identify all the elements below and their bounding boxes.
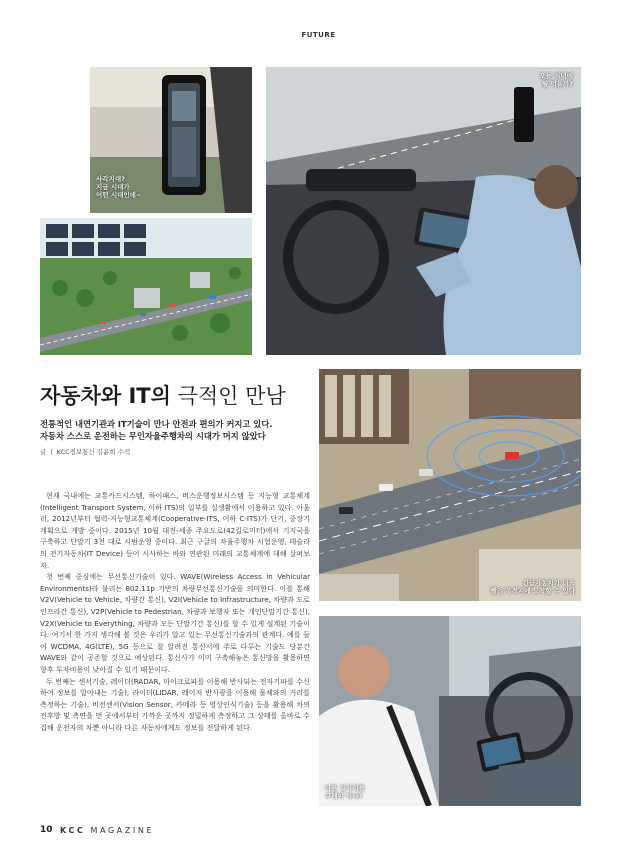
article-body xyxy=(40,490,310,733)
mirror-caption-line3: 어떤 시대인데~ xyxy=(96,191,142,199)
lead-line1: 전통적인 내연기관과 IT기술이 만나 안전과 편의가 커지고 있다. xyxy=(40,419,273,429)
aerial-caption-line1: 긴급자동차가 더욱 xyxy=(522,579,575,587)
mirror-caption-line2: 지금 시대가 xyxy=(96,183,130,191)
page-number: 10 xyxy=(40,825,53,835)
lead-line2: 자동차 스스로 운전하는 무인자율주행차의 시대가 머지 않았다 xyxy=(40,431,266,441)
cockpit-illustration xyxy=(266,67,581,355)
cockpit-caption-line1: 오늘 저녁에 xyxy=(539,72,573,80)
magazine-name xyxy=(60,826,154,835)
article-byline: 글 ㅣ KCC정보통신 김윤희 수석 xyxy=(40,448,131,456)
body-paragraph-1: 현재 국내에는 교통카드시스템, 하이패스, 버스운행정보시스템 등 지능형 교통체계(Intelligent Transport System, 이하 ITS)의 일부를 실생활에서 이용하고 있다. 아울러, 2012년부터 협력-지능형교통체계(Cooperative-ITS, 이하 C-ITS)가 단기, 중장기 계획으로 개발 중이다. 2015년 10월 대전-세종 주요도로(42킬로미터)에서 기지국을 구축하고 단말기 3천 대로 시범운영 중이다. 최근 구글의 자율주행차 시험운행, 테슬라의 전기자동차(IT Device) 등이 시사하는 바와 연관된 미래의 교통체계에 대해 살펴보자. xyxy=(40,491,310,570)
mirror-caption-line1: 사각지대? xyxy=(96,175,125,183)
article-title-light: 극적인 만남 xyxy=(170,384,286,408)
driver-tablet-photo xyxy=(319,616,581,806)
cockpit-caption-line2: 뭘 먹을까? xyxy=(541,80,573,88)
driver-illustration xyxy=(319,616,581,806)
article-title xyxy=(40,380,286,410)
body-paragraph-2: 첫 번째 중심에는 무선통신기술이 있다. WAVE(Wireless Access in Vehicular Environments)라 불리는 802.11p 기반의 차량무선통신기술을 의미한다. 이를 통해 V2V(Vehicle to Vehicle, 차량간 통신), V2I(Vehicle to Infrastructure, 차량과 도로인프라간 통신), V2P(Vehicle to Pedestrian, 차량과 보행자 또는 개인단말기간 통신), V2X(Vehicle to Everything, 차량과 모든 단말기간 통신)를 할 수 있게 설계된 기술이다. 여기서 한 가지 생각해 볼 것은 우리가 알고 있는 무선통신기술과의 관계다. 예를 들어 WCDMA, 4G(LTE), 5G 등으로 잘 알려진 통신서에 주로 다루는 기술도 당분간 WAVE와 같이 공존할 것으로 예상된다. 통신사가 이미 구축해놓은 통신망을 활용하면 향후 투자비용이 낮아질 수 있기 때문이다. xyxy=(40,572,310,674)
section-label: FUTURE xyxy=(301,31,336,39)
aerial-road-illustration xyxy=(319,369,581,601)
article-lead xyxy=(40,418,310,442)
aerial-road-photo xyxy=(319,369,581,601)
driver-caption-line1: 다른 일자리를 xyxy=(325,784,365,792)
aerial-caption-line2: 빨리 목적지에 도착할 수 있다 xyxy=(490,587,575,595)
body-paragraph-3: 두 번째는 센서기술, 레이더(RADAR, 마이크로파를 이용해 반사되는 전자기파를 수신하여 정보를 알아내는 기술), 라이더(LIDAR, 레이저 반사광을 이용해 물체와의 거리를 측정하는 기술), 비전센서(Vision Sensor, 카메라 등 영상인식기술) 등을 활용해 차의 전후방 및 측면을 먼 곳에서부터 가까운 곳까지 정밀하게 측정하고 그 상태를 올바로 수집해 운전자의 차뿐 아니라 다른 자동차에게도 정보를 전달하게 된다. xyxy=(40,676,310,732)
magazine-name-rest: MAGAZINE xyxy=(85,826,155,835)
article-title-bold: 자동차와 IT의 xyxy=(40,384,171,408)
cits-map-illustration xyxy=(40,218,252,355)
cits-map-graphic xyxy=(40,218,252,355)
truck-cockpit-photo xyxy=(266,67,581,355)
magazine-name-bold: KCC xyxy=(60,826,86,835)
mirror-camera-photo xyxy=(90,67,252,213)
driver-caption-line2: 구해야 하나? xyxy=(325,792,363,800)
